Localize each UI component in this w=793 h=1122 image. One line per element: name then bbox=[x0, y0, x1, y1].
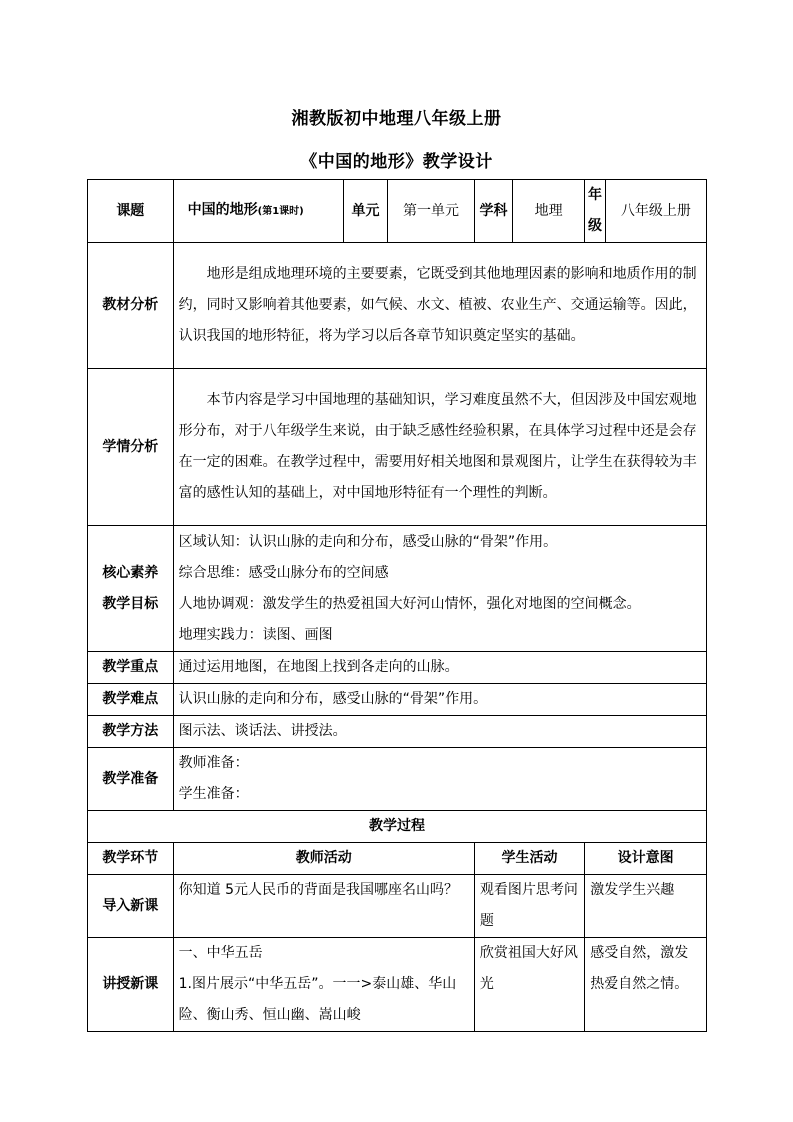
key-point-text: 通过运用地图，在地图上找到各走向的山脉。 bbox=[173, 652, 706, 684]
prep-content bbox=[173, 748, 706, 811]
col-header-teacher: 教师活动 bbox=[173, 843, 474, 875]
key-point-row bbox=[88, 652, 707, 684]
prep-teacher: 教师准备： bbox=[178, 755, 249, 771]
goals-label-line2: 教学目标 bbox=[102, 595, 159, 612]
goals-row bbox=[88, 526, 707, 652]
difficulty-text: 认识山脉的走向和分布，感受山脉的“骨架”作用。 bbox=[173, 684, 706, 716]
col-header-intent: 设计意图 bbox=[585, 843, 707, 875]
key-point-label: 教学重点 bbox=[88, 652, 174, 684]
document-subtitle: 《中国的地形》教学设计 bbox=[300, 152, 493, 172]
grade-label: 年级 bbox=[585, 180, 606, 243]
topic-note: (第1课时) bbox=[257, 206, 304, 217]
difficulty-label: 教学难点 bbox=[88, 684, 174, 716]
subject-label: 课题 bbox=[88, 180, 174, 243]
teacher-activity-cell bbox=[173, 938, 474, 1032]
process-column-headers bbox=[88, 843, 707, 875]
goal-line: 人地协调观：激发学生的热爱祖国大好河山情怀，强化对地图的空间概念。 bbox=[178, 595, 641, 612]
lesson-plan-table bbox=[87, 179, 707, 1032]
student-activity-cell: 观看图片思考问题 bbox=[474, 875, 584, 938]
stage-cell: 导入新课 bbox=[88, 875, 174, 938]
goals-label bbox=[88, 526, 174, 652]
table-row bbox=[88, 938, 707, 1032]
process-heading: 教学过程 bbox=[88, 811, 707, 843]
goal-line: 地理实践力：读图、画图 bbox=[178, 626, 333, 643]
teacher-activity-line: 1.图片展示“中华五岳”。一一>泰山雄、华山险、衡山秀、恒山幽、嵩山峻 bbox=[178, 976, 457, 1023]
goal-line: 综合思维：感受山脉分布的空间感 bbox=[178, 564, 389, 581]
prep-student: 学生准备： bbox=[178, 786, 249, 802]
discipline-label: 学科 bbox=[474, 180, 512, 243]
material-row bbox=[88, 243, 707, 369]
material-label: 教材分析 bbox=[88, 243, 174, 369]
stage-cell: 讲授新课 bbox=[88, 938, 174, 1032]
document-title: 湘教版初中地理八年级上册 bbox=[291, 109, 502, 129]
goal-line: 区域认知：认识山脉的走向和分布，感受山脉的“骨架”作用。 bbox=[178, 533, 558, 550]
process-heading-row bbox=[88, 811, 707, 843]
method-text: 图示法、谈话法、讲授法。 bbox=[173, 716, 706, 748]
teacher-activity-cell: 你知道 5元人民币的背面是我国哪座名山吗？ bbox=[173, 875, 474, 938]
learner-content bbox=[173, 369, 706, 526]
difficulty-row bbox=[88, 684, 707, 716]
design-intent-cell: 感受自然，激发热爱自然之情。 bbox=[585, 938, 707, 1032]
learner-label: 学情分析 bbox=[88, 369, 174, 526]
prep-label: 教学准备 bbox=[88, 748, 174, 811]
material-text: 地形是组成地理环境的主要要素，它既受到其他地理因素的影响和地质作用的制约，同时又影响着其他要素，如气候、水文、植被、农业生产、交通运输等。因此，认识我国的地形特征，将为学习以后各章节知识奠定坚实的基础。 bbox=[178, 266, 697, 344]
learner-text: 本节内容是学习中国地理的基础知识，学习难度虽然不大，但因涉及中国宏观地形分布，对于八年级学生来说，由于缺乏感性经验积累，在具体学习过程中还是会存在一定的困难。在教学过程中，需要用好相关地图和景观图片，让学生在获得较为丰富的感性认知的基础上，对中国地形特征有一个理性的判断。 bbox=[178, 392, 697, 501]
method-label: 教学方法 bbox=[88, 716, 174, 748]
material-content bbox=[173, 243, 706, 369]
grade-value: 八年级上册 bbox=[605, 180, 706, 243]
student-activity-cell: 欣赏祖国大好风光 bbox=[474, 938, 584, 1032]
col-header-stage: 教学环节 bbox=[88, 843, 174, 875]
design-intent-cell: 激发学生兴趣 bbox=[585, 875, 707, 938]
col-header-student: 学生活动 bbox=[474, 843, 584, 875]
topic-cell bbox=[173, 180, 343, 243]
table-row bbox=[88, 875, 707, 938]
discipline-value: 地理 bbox=[513, 180, 585, 243]
learner-row bbox=[88, 369, 707, 526]
goals-label-line1: 核心素养 bbox=[102, 564, 159, 581]
unit-label: 单元 bbox=[343, 180, 387, 243]
topic-main: 中国的地形 bbox=[187, 202, 258, 218]
method-row bbox=[88, 716, 707, 748]
goals-content bbox=[173, 526, 706, 652]
unit-value: 第一单元 bbox=[388, 180, 475, 243]
teacher-activity-line: 一、中华五岳 bbox=[178, 945, 263, 961]
prep-row bbox=[88, 748, 707, 811]
header-row bbox=[88, 180, 707, 243]
